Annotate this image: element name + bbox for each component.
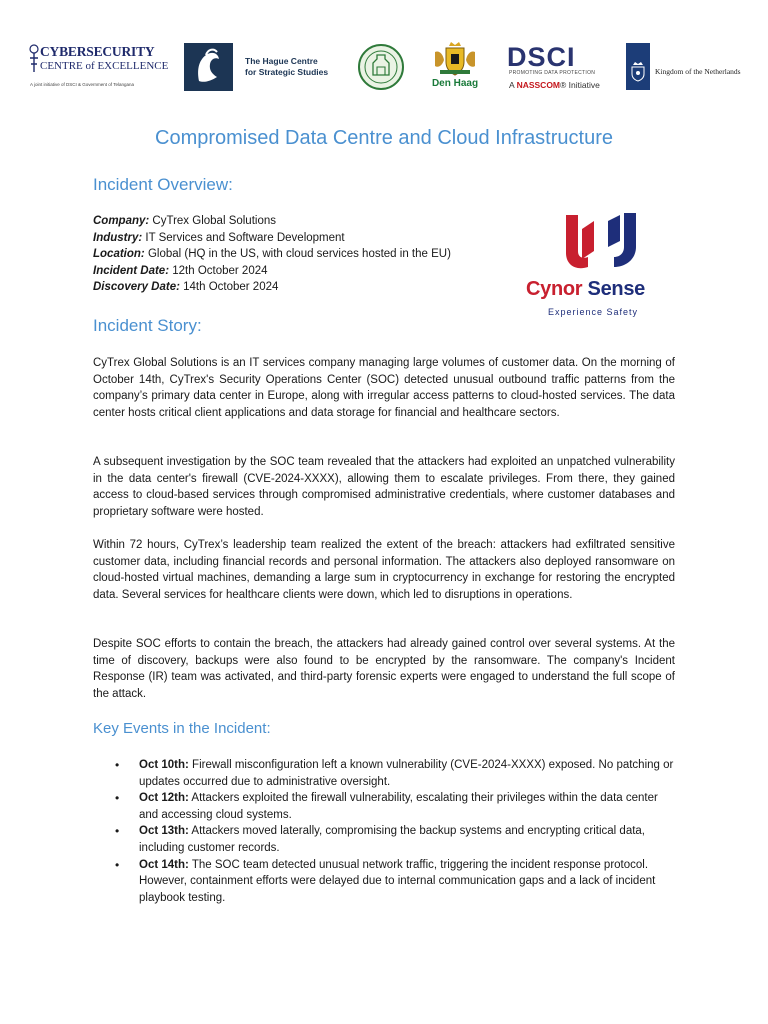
fact-value: 12th October 2024 — [169, 264, 268, 277]
den-haag-label: Den Haag — [431, 78, 479, 89]
fact-incident-date — [93, 263, 451, 280]
story-paragraph: A subsequent investigation by the SOC team revealed that the attackers had exploited an unpatched vulnerability in the data center's firewall (CVE-2024-XXXX), allowing them to escalate privileges. From there, they gained access to cloud-based services through compromised administrative credentials, where customer databases and proprietary software were hosted. — [93, 456, 675, 518]
event-text: Attackers moved laterally, compromising the backup systems and encrypting critical data, including customer records. — [139, 825, 645, 854]
list-item — [93, 757, 675, 790]
fact-discovery-date — [93, 279, 451, 296]
fact-key: Incident Date: — [93, 264, 170, 277]
government-seal-icon — [357, 43, 405, 91]
dsci-wordmark: DSCI — [507, 42, 576, 72]
incident-story-heading: Incident Story: — [93, 316, 202, 335]
fact-company — [93, 213, 451, 230]
fact-key: Company: — [93, 215, 150, 227]
cynor-sense-mark-icon — [564, 211, 638, 273]
dsci-suffix: ® Initiative — [560, 80, 600, 90]
dsci-nasscom-line — [509, 80, 600, 90]
nasscom-brand: NASSCOM — [516, 80, 561, 90]
hague-line-2: for Strategic Studies — [245, 67, 329, 77]
lamp-icon — [28, 44, 40, 74]
fact-key: Industry: — [93, 231, 143, 244]
list-item — [93, 823, 675, 856]
event-date: Oct 10th: — [139, 759, 189, 771]
dsci-tagline: PROMOTING DATA PROTECTION — [509, 70, 596, 76]
hague-line-1: The Hague Centre — [245, 56, 318, 66]
cynor-sense-wordmark — [526, 278, 645, 301]
cynor-tagline: Experience Safety — [548, 307, 639, 317]
fact-industry — [93, 230, 451, 247]
cybersecurity-coe-logo — [28, 42, 168, 92]
cse-subtitle: CENTRE of EXCELLENCE — [40, 60, 169, 72]
event-text: Attackers exploited the firewall vulnerability, escalating their privileges within the data center and accessing cloud systems. — [139, 792, 658, 821]
dsci-logo — [505, 42, 605, 94]
incident-overview-heading: Incident Overview: — [93, 175, 233, 194]
event-date: Oct 13th: — [139, 825, 189, 838]
cse-tagline: A joint initiative of DSCI & Government of Telangana — [30, 82, 134, 87]
hague-centre-name — [245, 56, 328, 78]
key-events-list — [93, 757, 675, 906]
story-paragraph: Within 72 hours, CyTrex’s leadership team realized the extent of the breach: attackers had exfiltrated sensitive customer data, including financial records and personal information. The attackers also deployed ransomware on cloud-hosted virtual machines, demanding a large sum in cryptocurrency in exchange for restoring the encrypted data. Several services for healthcare clients were down, which led to disruptions in operations. — [93, 539, 675, 601]
cynor-sense-logo — [522, 211, 678, 323]
netherlands-logo-mark — [626, 43, 650, 90]
fact-value: 14th October 2024 — [179, 281, 279, 294]
den-haag-coat-of-arms-icon — [432, 42, 478, 76]
netherlands-crest-icon — [626, 43, 650, 90]
fact-key: Location: — [93, 248, 145, 261]
fact-value: CyTrex Global Solutions — [149, 215, 276, 227]
netherlands-label: Kingdom of the Netherlands — [655, 67, 741, 76]
fact-key: Discovery Date: — [93, 281, 180, 294]
den-haag-logo — [428, 42, 482, 92]
telangana-seal-logo — [357, 43, 405, 91]
fact-value: IT Services and Software Development — [142, 231, 345, 244]
event-date: Oct 14th: — [139, 858, 189, 871]
page-title: Compromised Data Centre and Cloud Infrastructure — [155, 127, 613, 149]
cse-title: CYBERSECURITY — [40, 44, 155, 59]
event-date: Oct 12th: — [139, 792, 189, 805]
list-item — [93, 790, 675, 823]
list-item — [93, 857, 675, 907]
partner-logos — [0, 40, 768, 96]
cynor-word-part2: Sense — [582, 278, 645, 300]
event-text: Firewall misconfiguration left a known vulnerability (CVE-2024-XXXX) exposed. No patching or updates occurred due to administrative oversight. — [139, 759, 674, 788]
fact-location — [93, 246, 451, 263]
hague-emblem-icon — [184, 43, 233, 91]
cynor-word-part1: Cynor — [526, 278, 583, 300]
fact-value: Global (HQ in the US, with cloud services hosted in the EU) — [144, 248, 451, 261]
hague-centre-logo-mark — [184, 43, 233, 91]
story-paragraph: CyTrex Global Solutions is an IT services company managing large volumes of customer data. On the morning of October 14th, CyTrex's Security Operations Center (SOC) detected unusual outbound traffic patterns from the company’s primary data center in Europe, along with irregular access patterns to cloud-hosted services. The data center hosts critical client applications and data storage for financial and healthcare sectors. — [93, 357, 675, 419]
key-events-heading: Key Events in the Incident: — [93, 720, 271, 737]
incident-facts — [93, 213, 451, 296]
story-paragraph: Despite SOC efforts to contain the breach, the attackers had already gained control over several systems. At the time of discovery, backups were also found to be encrypted by the ransomware. The company's Incident Response (IR) team was activated, and third-party forensic experts were engaged to understand the full scope of the attack. — [93, 638, 675, 700]
event-text: The SOC team detected unusual network traffic, triggering the incident response protocol. However, containment efforts were delayed due to internal communication gaps and a lack of incident playbook testing. — [139, 858, 656, 904]
dsci-prefix: A — [509, 80, 517, 90]
